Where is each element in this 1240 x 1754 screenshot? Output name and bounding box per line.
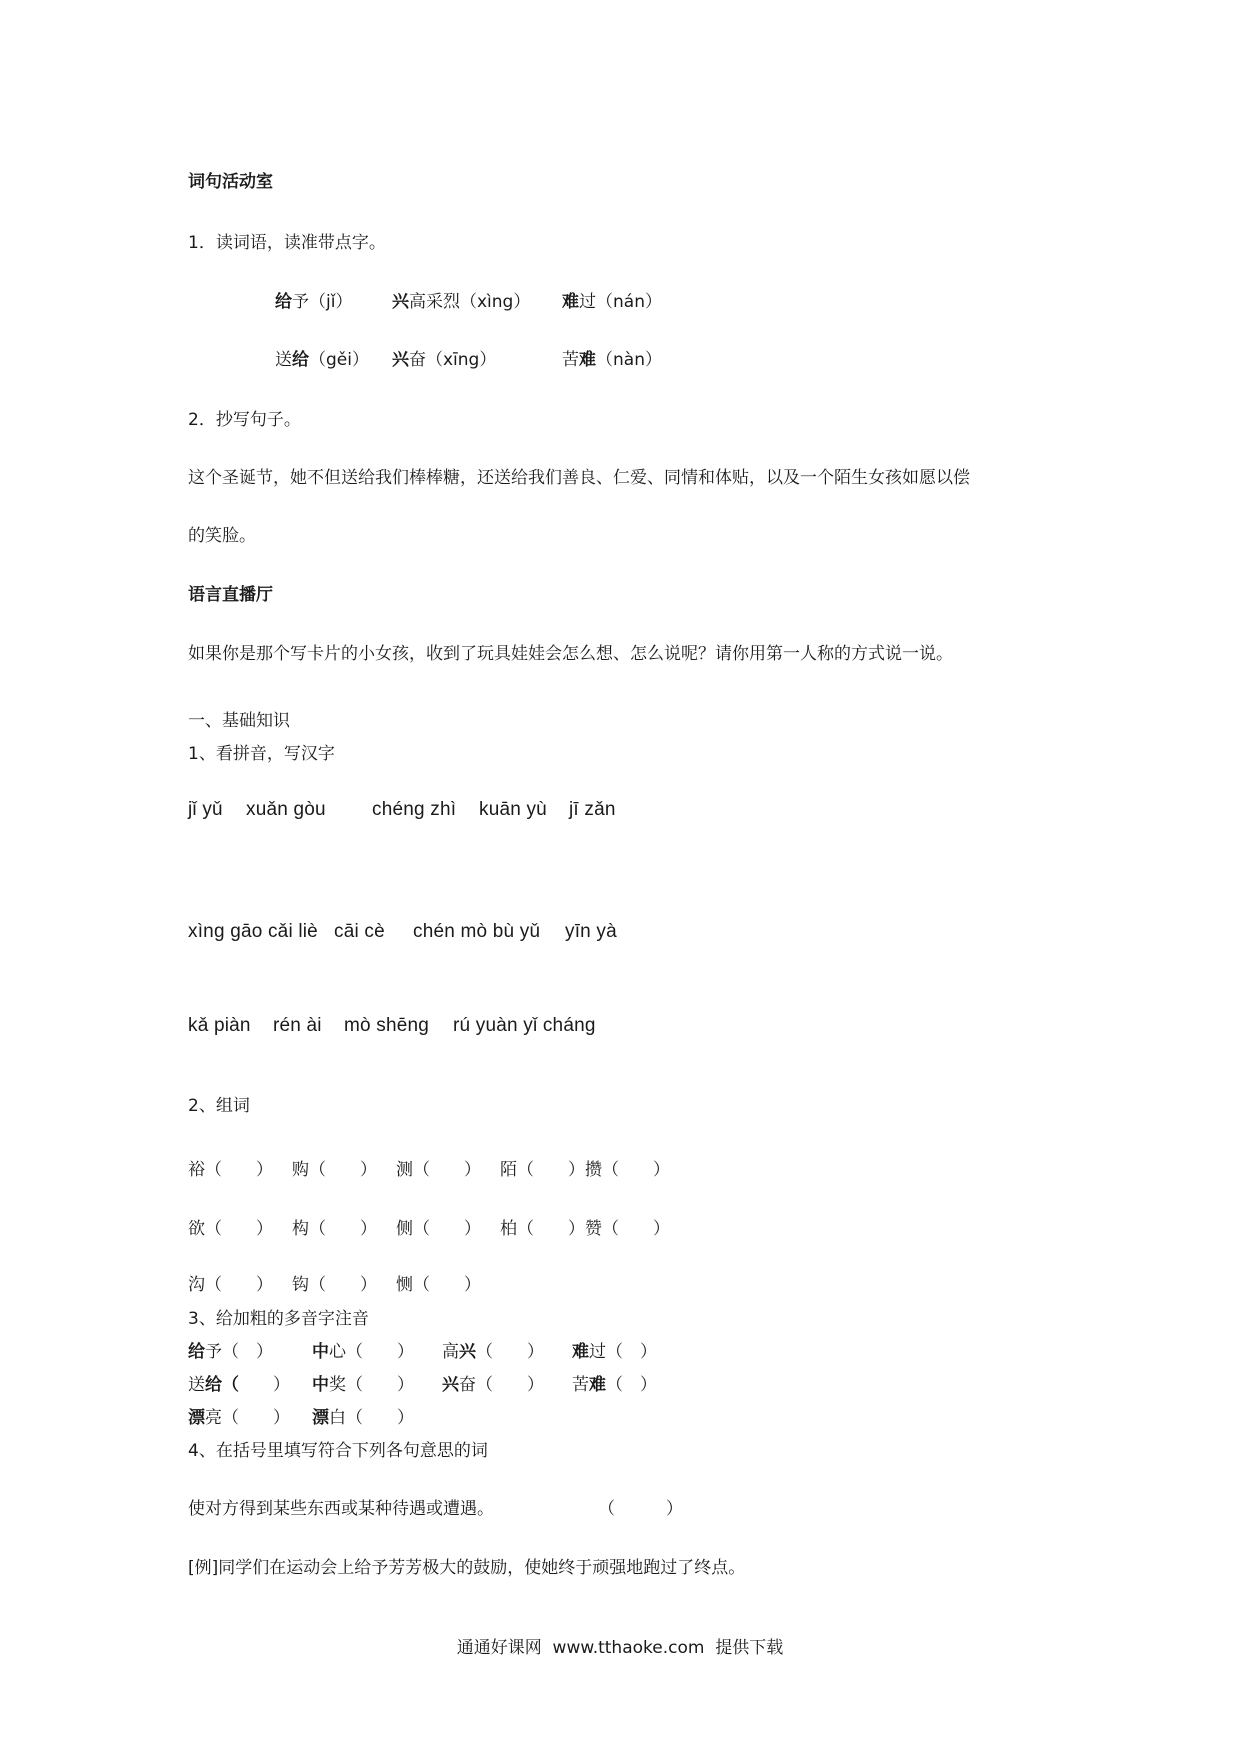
footer-url[interactable]: www.tthaoke.com — [552, 1638, 705, 1658]
question-2: 2．抄写句子。 — [188, 410, 301, 430]
fill-word-sentence — [188, 1494, 683, 1519]
polyphone-item: 兴奋（ ） — [442, 1375, 544, 1395]
polyphone-item: 中心（ ） — [312, 1342, 414, 1362]
zuci-item: 裕（ ） — [188, 1160, 273, 1180]
sentence-line-2: 的笑脸。 — [188, 526, 256, 546]
page-footer — [0, 1633, 1240, 1658]
zuci-item: 欲（ ） — [188, 1219, 273, 1239]
zuci-item: 赞（ ） — [585, 1219, 670, 1239]
pinyin-word: xuǎn gòu — [246, 799, 326, 820]
zuci-row-1 — [188, 1155, 670, 1180]
polyphone-row-2 — [188, 1370, 657, 1395]
zuci-item: 沟（ ） — [188, 1275, 273, 1295]
zuci-item: 柏（ ） — [500, 1219, 585, 1239]
word-item: 兴奋（xīng） — [392, 350, 497, 370]
pinyin-word: cāi cè — [334, 921, 385, 942]
zuci-row-3 — [188, 1270, 481, 1295]
pinyin-word: mò shēng — [344, 1015, 430, 1036]
polyphone-item: 高兴（ ） — [442, 1342, 544, 1362]
basic-knowledge-heading: 一、基础知识 — [188, 711, 290, 731]
zuci-item: 测（ ） — [396, 1160, 481, 1180]
fill-word-definition: 使对方得到某些东西或某种待遇或遭遇。 — [188, 1499, 494, 1519]
footer-suffix: 提供下载 — [715, 1638, 784, 1658]
section-title-yuyan: 语言直播厅 — [188, 585, 273, 605]
question-fill-word: 4、在括号里填写符合下列各句意思的词 — [188, 1441, 488, 1461]
example-sentence: [例]同学们在运动会上给予芳芳极大的鼓励，使她终于顽强地跑过了终点。 — [188, 1558, 746, 1578]
pinyin-row-3 — [188, 1015, 596, 1037]
zuci-item: 攒（ ） — [585, 1160, 670, 1180]
polyphone-row-1 — [188, 1337, 657, 1362]
zuci-item: 构（ ） — [292, 1219, 377, 1239]
pinyin-row-2 — [188, 921, 617, 943]
pinyin-word: kuān yù — [479, 799, 547, 820]
polyphone-item: 难过（ ） — [572, 1342, 657, 1362]
pinyin-word: rú yuàn yǐ cháng — [453, 1015, 596, 1036]
question-zuci: 2、组词 — [188, 1096, 250, 1116]
polyphone-row-3 — [188, 1403, 414, 1428]
fill-word-blank: （ ） — [598, 1499, 683, 1519]
sentence-line-1: 这个圣诞节，她不但送给我们棒棒糖，还送给我们善良、仁爱、同情和体贴，以及一个陌生女孩如愿以偿 — [188, 468, 970, 488]
pinyin-word: chén mò bù yǔ — [413, 921, 541, 942]
question-pinyin: 1、看拼音，写汉字 — [188, 744, 335, 764]
word-item: 兴高采烈（xìng） — [392, 292, 531, 312]
pinyin-word: rén ài — [273, 1015, 322, 1036]
polyphone-item: 苦难（ ） — [572, 1375, 657, 1395]
pinyin-word: kǎ piàn — [188, 1015, 251, 1036]
footer-site: 通通好课网 — [456, 1638, 542, 1658]
question-polyphone: 3、给加粗的多音字注音 — [188, 1309, 369, 1329]
pinyin-word: jǐ yǔ — [188, 799, 223, 820]
polyphone-item: 漂亮（ ） — [188, 1408, 290, 1428]
polyphone-item: 中奖（ ） — [312, 1375, 414, 1395]
zuci-item: 购（ ） — [292, 1160, 377, 1180]
pinyin-word: xìng gāo cǎi liè — [188, 921, 318, 942]
zuci-item: 陌（ ） — [500, 1160, 585, 1180]
pinyin-row-1 — [188, 799, 616, 821]
word-item: 送给（gěi） — [275, 350, 369, 370]
zuci-item: 恻（ ） — [396, 1275, 481, 1295]
section-title-ciju: 词句活动室 — [188, 172, 273, 192]
word-item: 给予（jǐ） — [275, 292, 353, 312]
word-item: 苦难（nàn） — [562, 350, 662, 370]
zuci-item: 钩（ ） — [292, 1275, 377, 1295]
polyphone-item: 漂白（ ） — [312, 1408, 414, 1428]
zuci-row-2 — [188, 1214, 670, 1239]
pinyin-word: yīn yà — [565, 921, 617, 942]
zuci-item: 侧（ ） — [396, 1219, 481, 1239]
polyphone-item: 给予（ ） — [188, 1342, 273, 1362]
question-1: 1．读词语，读准带点字。 — [188, 233, 386, 253]
pinyin-word: chéng zhì — [372, 799, 457, 820]
pinyin-word: jī zǎn — [569, 799, 616, 820]
word-item: 难过（nán） — [562, 292, 662, 312]
polyphone-item: 送给（ ） — [188, 1375, 290, 1395]
section2-text: 如果你是那个写卡片的小女孩，收到了玩具娃娃会怎么想、怎么说呢？请你用第一人称的方式说一说。 — [188, 644, 953, 664]
